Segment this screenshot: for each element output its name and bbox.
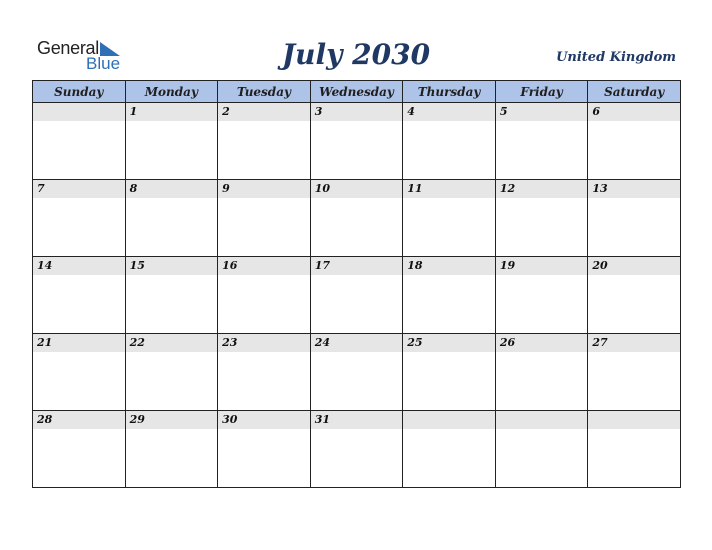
weekday-header: Tuesday	[218, 81, 311, 103]
day-number: 20	[588, 257, 680, 275]
day-cell[interactable]	[125, 257, 218, 334]
weekday-header: Saturday	[588, 81, 681, 103]
day-number: 11	[403, 180, 495, 198]
day-cell[interactable]	[33, 411, 126, 488]
day-cell[interactable]	[588, 103, 681, 180]
day-cell[interactable]	[33, 334, 126, 411]
day-number: 29	[126, 411, 218, 429]
day-cell[interactable]	[310, 257, 403, 334]
day-cell[interactable]	[218, 257, 311, 334]
day-number	[403, 411, 495, 429]
day-cell[interactable]	[588, 257, 681, 334]
day-number: 21	[33, 334, 125, 352]
day-cell[interactable]	[403, 411, 496, 488]
day-number: 4	[403, 103, 495, 121]
weekday-header: Friday	[495, 81, 588, 103]
day-cell[interactable]	[495, 334, 588, 411]
calendar-grid	[32, 80, 681, 488]
region-label: United Kingdom	[556, 50, 676, 65]
day-cell[interactable]	[495, 103, 588, 180]
day-number: 27	[588, 334, 680, 352]
day-cell[interactable]	[125, 411, 218, 488]
day-number: 3	[311, 103, 403, 121]
day-cell[interactable]	[33, 257, 126, 334]
weekday-header: Monday	[125, 81, 218, 103]
day-cell[interactable]	[495, 257, 588, 334]
day-number: 16	[218, 257, 310, 275]
day-cell[interactable]	[125, 180, 218, 257]
weekday-header-row	[33, 81, 681, 103]
day-number	[33, 103, 125, 121]
day-cell[interactable]	[218, 103, 311, 180]
logo-text-blue: Blue	[86, 54, 121, 73]
day-cell[interactable]	[218, 411, 311, 488]
day-cell[interactable]	[588, 411, 681, 488]
day-number: 23	[218, 334, 310, 352]
day-number: 14	[33, 257, 125, 275]
day-cell[interactable]	[495, 180, 588, 257]
day-cell[interactable]	[218, 180, 311, 257]
weekday-header: Thursday	[403, 81, 496, 103]
day-number: 8	[126, 180, 218, 198]
week-row	[33, 411, 681, 488]
day-number: 26	[496, 334, 588, 352]
day-number: 15	[126, 257, 218, 275]
day-number: 28	[33, 411, 125, 429]
logo-text-general: General	[37, 38, 99, 58]
day-cell[interactable]	[403, 257, 496, 334]
day-cell[interactable]	[588, 334, 681, 411]
day-number	[588, 411, 680, 429]
day-cell[interactable]	[588, 180, 681, 257]
day-number: 6	[588, 103, 680, 121]
week-row	[33, 180, 681, 257]
day-number: 13	[588, 180, 680, 198]
day-number: 1	[126, 103, 218, 121]
day-number: 10	[311, 180, 403, 198]
day-number: 18	[403, 257, 495, 275]
weekday-header: Sunday	[33, 81, 126, 103]
calendar-title: July 2030	[281, 38, 431, 71]
day-cell[interactable]	[403, 103, 496, 180]
day-cell[interactable]	[403, 334, 496, 411]
day-number: 30	[218, 411, 310, 429]
day-cell[interactable]	[33, 180, 126, 257]
day-number: 25	[403, 334, 495, 352]
day-cell[interactable]	[310, 180, 403, 257]
day-cell[interactable]	[310, 334, 403, 411]
day-cell[interactable]	[403, 180, 496, 257]
day-cell[interactable]	[218, 334, 311, 411]
day-number: 12	[496, 180, 588, 198]
day-cell[interactable]	[310, 103, 403, 180]
week-row	[33, 103, 681, 180]
week-row	[33, 334, 681, 411]
day-number: 2	[218, 103, 310, 121]
day-number: 7	[33, 180, 125, 198]
day-number	[496, 411, 588, 429]
day-number: 24	[311, 334, 403, 352]
weekday-header: Wednesday	[310, 81, 403, 103]
day-number: 31	[311, 411, 403, 429]
day-cell[interactable]	[33, 103, 126, 180]
day-number: 19	[496, 257, 588, 275]
day-number: 5	[496, 103, 588, 121]
week-row	[33, 257, 681, 334]
day-number: 9	[218, 180, 310, 198]
day-cell[interactable]	[125, 103, 218, 180]
day-cell[interactable]	[125, 334, 218, 411]
day-number: 17	[311, 257, 403, 275]
day-number: 22	[126, 334, 218, 352]
day-cell[interactable]	[310, 411, 403, 488]
day-cell[interactable]	[495, 411, 588, 488]
